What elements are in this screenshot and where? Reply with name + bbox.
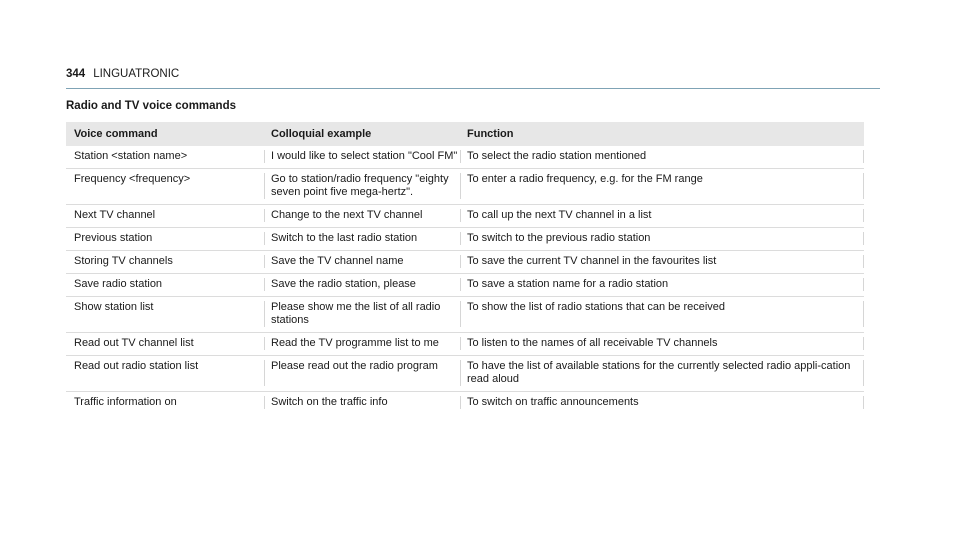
column-header-colloquial-example: Colloquial example [271,127,372,140]
voice-command-cell: Traffic information on [66,396,265,409]
colloquial-example-cell: I would like to select station "Cool FM" [265,150,461,163]
voice-command-cell: Next TV channel [66,209,265,222]
table-row [66,297,864,333]
function-cell: To save the current TV channel in the favourites list [461,255,864,268]
function-cell: To select the radio station mentioned [461,150,864,163]
table-row [66,146,864,169]
table-header [66,122,864,146]
colloquial-example-cell: Read the TV programme list to me [265,337,461,350]
page-header [66,68,880,80]
colloquial-example-cell: Switch to the last radio station [265,232,461,245]
table-row [66,333,864,356]
column-header-function: Function [467,127,514,140]
voice-command-cell: Storing TV channels [66,255,265,268]
colloquial-example-cell: Switch on the traffic info [265,396,461,409]
table-row [66,205,864,228]
table-row [66,356,864,392]
table-row [66,228,864,251]
voice-command-table [66,122,864,414]
table-row [66,274,864,297]
voice-command-cell: Frequency <frequency> [66,173,265,199]
chapter-title: LINGUATRONIC [93,68,180,80]
voice-command-cell: Show station list [66,301,265,327]
voice-command-cell: Save radio station [66,278,265,291]
function-cell: To call up the next TV channel in a list [461,209,864,222]
colloquial-example-cell: Please show me the list of all radio stations [265,301,461,327]
voice-command-cell: Read out radio station list [66,360,265,386]
table-row [66,251,864,274]
section-title: Radio and TV voice commands [66,100,236,112]
table-row [66,169,864,205]
page-number: 344 [66,68,86,80]
colloquial-example-cell: Please read out the radio program [265,360,461,386]
header-rule [66,88,880,89]
function-cell: To switch on traffic announcements [461,396,864,409]
voice-command-cell: Previous station [66,232,265,245]
function-cell: To show the list of radio stations that can be received [461,301,864,327]
voice-command-cell: Read out TV channel list [66,337,265,350]
voice-command-cell: Station <station name> [66,150,265,163]
function-cell: To switch to the previous radio station [461,232,864,245]
colloquial-example-cell: Change to the next TV channel [265,209,461,222]
colloquial-example-cell: Save the radio station, please [265,278,461,291]
colloquial-example-cell: Go to station/radio frequency "eighty seven point five mega-hertz". [265,173,461,199]
function-cell: To have the list of available stations for the currently selected radio appli-cation read aloud [461,360,864,386]
function-cell: To enter a radio frequency, e.g. for the FM range [461,173,864,199]
table-row [66,392,864,414]
function-cell: To save a station name for a radio station [461,278,864,291]
colloquial-example-cell: Save the TV channel name [265,255,461,268]
column-header-voice-command: Voice command [74,127,158,140]
function-cell: To listen to the names of all receivable TV channels [461,337,864,350]
table-body [66,146,864,414]
